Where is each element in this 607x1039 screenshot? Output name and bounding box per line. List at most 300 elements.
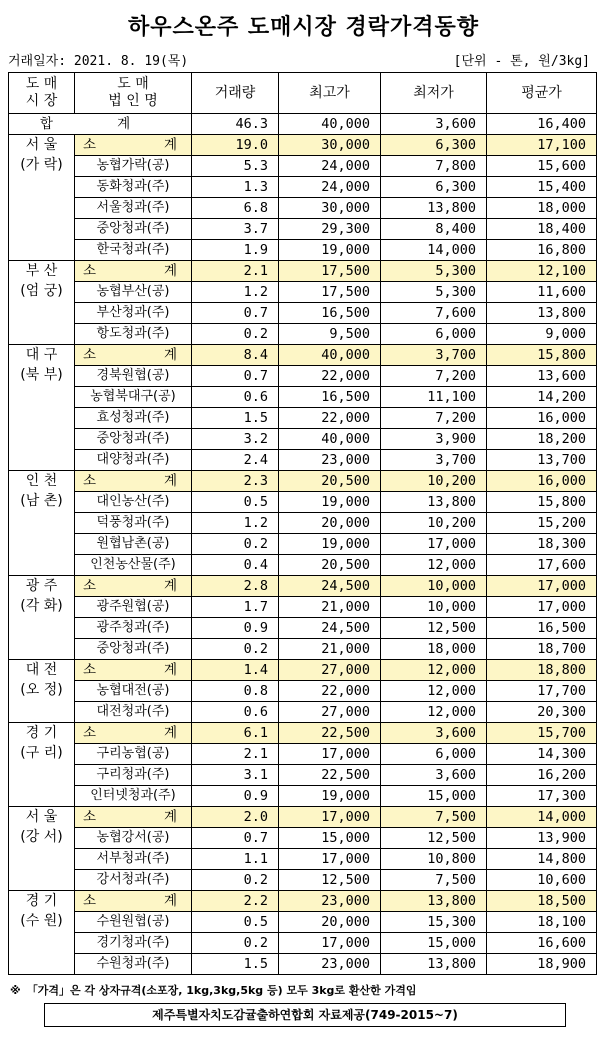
cell-avg: 15,200 <box>487 513 597 534</box>
trade-date: 거래일자: 2021. 8. 19(목) <box>8 54 189 69</box>
cell-min: 7,500 <box>381 870 487 891</box>
footnote-mark: ※ <box>10 984 21 997</box>
cell-min: 13,800 <box>381 954 487 975</box>
corp-name: 서울청과(주) <box>75 198 192 219</box>
subtotal-label-part: 소 <box>83 662 97 678</box>
market-name-line2: (엄 궁) <box>20 283 63 299</box>
cell-min: 12,500 <box>381 828 487 849</box>
total-min: 3,600 <box>381 114 487 135</box>
subtotal-max: 24,500 <box>279 576 381 597</box>
cell-max: 24,000 <box>279 156 381 177</box>
table-row <box>9 786 597 807</box>
corp-name: 수원청과(주) <box>75 954 192 975</box>
cell-volume: 0.8 <box>192 681 279 702</box>
cell-max: 24,000 <box>279 177 381 198</box>
corp-name: 인터넷청과(주) <box>75 786 192 807</box>
subtotal-volume: 19.0 <box>192 135 279 156</box>
corp-name: 부산청과(주) <box>75 303 192 324</box>
subtotal-label-part: 소 <box>83 137 97 153</box>
cell-volume: 3.2 <box>192 429 279 450</box>
cell-avg: 18,000 <box>487 198 597 219</box>
cell-max: 19,000 <box>279 492 381 513</box>
cell-max: 24,500 <box>279 618 381 639</box>
market-name-line2: (오 정) <box>20 682 63 698</box>
cell-avg: 17,000 <box>487 597 597 618</box>
subtotal-label <box>75 345 192 366</box>
cell-volume: 2.4 <box>192 450 279 471</box>
corp-name: 구리청과(주) <box>75 765 192 786</box>
cell-volume: 2.1 <box>192 744 279 765</box>
corp-name: 원협남촌(공) <box>75 534 192 555</box>
table-row <box>9 303 597 324</box>
cell-max: 19,000 <box>279 240 381 261</box>
table-row <box>9 324 597 345</box>
subtotal-label-part: 소 <box>83 347 97 363</box>
cell-avg: 17,700 <box>487 681 597 702</box>
market-name <box>9 723 75 807</box>
cell-volume: 0.7 <box>192 303 279 324</box>
cell-avg: 15,800 <box>487 492 597 513</box>
subtotal-label-part: 계 <box>163 473 177 489</box>
cell-volume: 0.2 <box>192 534 279 555</box>
market-name-line2: (강 서) <box>20 829 63 845</box>
market-name-line1: 대 구 <box>25 347 58 363</box>
subtotal-label-part: 소 <box>83 578 97 594</box>
subtotal-label <box>75 723 192 744</box>
subtotal-volume: 2.0 <box>192 807 279 828</box>
market-name-line1: 대 전 <box>25 662 58 678</box>
table-row <box>9 597 597 618</box>
market-name-line1: 서 울 <box>25 137 58 153</box>
subtotal-avg: 14,000 <box>487 807 597 828</box>
header-volume: 거래량 <box>192 73 279 114</box>
cell-avg: 17,300 <box>487 786 597 807</box>
total-max: 40,000 <box>279 114 381 135</box>
cell-avg: 17,600 <box>487 555 597 576</box>
table-row <box>9 366 597 387</box>
subtotal-min: 10,200 <box>381 471 487 492</box>
cell-avg: 18,400 <box>487 219 597 240</box>
cell-max: 29,300 <box>279 219 381 240</box>
subtotal-max: 17,000 <box>279 807 381 828</box>
cell-avg: 9,000 <box>487 324 597 345</box>
footnote-text: 「가격」은 각 상자규격(소포장, 1kg,3kg,5kg 등) 모두 3kg로 환산한 가격임 <box>26 984 417 997</box>
table-row <box>9 954 597 975</box>
market-name <box>9 576 75 660</box>
cell-max: 15,000 <box>279 828 381 849</box>
market-name-line1: 광 주 <box>25 578 58 594</box>
subtotal-max: 20,500 <box>279 471 381 492</box>
subtotal-volume: 8.4 <box>192 345 279 366</box>
subtotal-row <box>9 660 597 681</box>
corp-name: 중앙청과(주) <box>75 219 192 240</box>
cell-avg: 14,200 <box>487 387 597 408</box>
table-row <box>9 702 597 723</box>
table-header-row <box>9 73 597 114</box>
subtotal-volume: 2.1 <box>192 261 279 282</box>
corp-name: 경북원협(공) <box>75 366 192 387</box>
subtotal-avg: 17,100 <box>487 135 597 156</box>
header-min: 최저가 <box>381 73 487 114</box>
cell-max: 16,500 <box>279 387 381 408</box>
table-row <box>9 765 597 786</box>
subtotal-label-part: 소 <box>83 263 97 279</box>
total-label: 합 계 <box>9 114 192 135</box>
cell-max: 22,000 <box>279 366 381 387</box>
header-max: 최고가 <box>279 73 381 114</box>
table-row <box>9 744 597 765</box>
cell-max: 21,000 <box>279 639 381 660</box>
subtotal-min: 12,000 <box>381 660 487 681</box>
cell-min: 7,800 <box>381 156 487 177</box>
cell-volume: 1.2 <box>192 282 279 303</box>
subtotal-label <box>75 135 192 156</box>
cell-volume: 1.1 <box>192 849 279 870</box>
market-name-line1: 인 천 <box>25 473 58 489</box>
cell-min: 18,000 <box>381 639 487 660</box>
cell-volume: 1.7 <box>192 597 279 618</box>
cell-max: 17,000 <box>279 933 381 954</box>
cell-volume: 0.7 <box>192 366 279 387</box>
corp-name: 농협대전(공) <box>75 681 192 702</box>
price-table <box>8 72 597 975</box>
table-row <box>9 555 597 576</box>
corp-name: 농협강서(공) <box>75 828 192 849</box>
cell-max: 23,000 <box>279 954 381 975</box>
cell-volume: 0.9 <box>192 786 279 807</box>
cell-volume: 0.2 <box>192 870 279 891</box>
subtotal-label-part: 계 <box>163 347 177 363</box>
cell-avg: 14,300 <box>487 744 597 765</box>
subtotal-label-part: 소 <box>83 893 97 909</box>
cell-max: 27,000 <box>279 702 381 723</box>
cell-min: 12,000 <box>381 555 487 576</box>
cell-volume: 0.5 <box>192 912 279 933</box>
table-row <box>9 492 597 513</box>
cell-volume: 1.5 <box>192 954 279 975</box>
cell-max: 19,000 <box>279 786 381 807</box>
cell-avg: 10,600 <box>487 870 597 891</box>
subtotal-max: 22,500 <box>279 723 381 744</box>
market-name-line1: 경 기 <box>25 893 58 909</box>
cell-volume: 0.5 <box>192 492 279 513</box>
cell-avg: 16,200 <box>487 765 597 786</box>
cell-volume: 1.2 <box>192 513 279 534</box>
subtotal-avg: 15,800 <box>487 345 597 366</box>
table-row <box>9 156 597 177</box>
cell-min: 17,000 <box>381 534 487 555</box>
cell-volume: 0.2 <box>192 324 279 345</box>
corp-name: 중앙청과(주) <box>75 639 192 660</box>
corp-name: 광주원협(공) <box>75 597 192 618</box>
cell-min: 8,400 <box>381 219 487 240</box>
table-row <box>9 828 597 849</box>
subtotal-label-part: 계 <box>163 662 177 678</box>
subtotal-label-part: 소 <box>83 809 97 825</box>
table-row <box>9 177 597 198</box>
cell-min: 12,000 <box>381 681 487 702</box>
subtotal-volume: 6.1 <box>192 723 279 744</box>
subtotal-label-part: 계 <box>163 263 177 279</box>
corp-name: 효성청과(주) <box>75 408 192 429</box>
subtotal-min: 10,000 <box>381 576 487 597</box>
cell-volume: 0.6 <box>192 702 279 723</box>
market-name <box>9 891 75 975</box>
subtotal-label <box>75 660 192 681</box>
cell-min: 6,000 <box>381 744 487 765</box>
cell-min: 3,600 <box>381 765 487 786</box>
cell-max: 17,000 <box>279 849 381 870</box>
cell-max: 40,000 <box>279 429 381 450</box>
market-name-line2: (구 리) <box>20 745 63 761</box>
cell-avg: 14,800 <box>487 849 597 870</box>
table-row <box>9 849 597 870</box>
subtotal-min: 3,600 <box>381 723 487 744</box>
corp-name: 대전청과(주) <box>75 702 192 723</box>
subtotal-row <box>9 807 597 828</box>
source-credit: 제주특별자치도감귤출하연합회 자료제공(749-2015~7) <box>44 1003 566 1027</box>
table-row <box>9 912 597 933</box>
cell-avg: 15,400 <box>487 177 597 198</box>
cell-max: 21,000 <box>279 597 381 618</box>
subtotal-label <box>75 471 192 492</box>
cell-avg: 16,600 <box>487 933 597 954</box>
footnote <box>10 982 416 998</box>
corp-name: 대양청과(주) <box>75 450 192 471</box>
market-name-line2: (남 촌) <box>20 493 63 509</box>
cell-min: 15,000 <box>381 933 487 954</box>
subtotal-row <box>9 576 597 597</box>
corp-name: 중앙청과(주) <box>75 429 192 450</box>
corp-name: 인천농산물(주) <box>75 555 192 576</box>
cell-max: 16,500 <box>279 303 381 324</box>
cell-min: 15,300 <box>381 912 487 933</box>
subtotal-label <box>75 807 192 828</box>
cell-avg: 20,300 <box>487 702 597 723</box>
market-name <box>9 660 75 723</box>
table-row <box>9 198 597 219</box>
cell-volume: 0.7 <box>192 828 279 849</box>
cell-min: 6,300 <box>381 177 487 198</box>
cell-min: 12,000 <box>381 702 487 723</box>
header-avg: 평균가 <box>487 73 597 114</box>
market-name <box>9 345 75 471</box>
cell-avg: 15,600 <box>487 156 597 177</box>
cell-min: 3,700 <box>381 450 487 471</box>
cell-volume: 0.9 <box>192 618 279 639</box>
table-row <box>9 240 597 261</box>
subtotal-label <box>75 576 192 597</box>
cell-avg: 16,500 <box>487 618 597 639</box>
cell-min: 13,800 <box>381 198 487 219</box>
cell-min: 7,600 <box>381 303 487 324</box>
market-name-line1: 서 울 <box>25 809 58 825</box>
corp-name: 농협가락(공) <box>75 156 192 177</box>
cell-avg: 16,800 <box>487 240 597 261</box>
subtotal-row <box>9 723 597 744</box>
total-volume: 46.3 <box>192 114 279 135</box>
subtotal-volume: 2.2 <box>192 891 279 912</box>
cell-min: 5,300 <box>381 282 487 303</box>
subtotal-avg: 18,500 <box>487 891 597 912</box>
cell-avg: 13,800 <box>487 303 597 324</box>
subtotal-label-part: 계 <box>163 809 177 825</box>
corp-name: 서부청과(주) <box>75 849 192 870</box>
market-name <box>9 261 75 345</box>
cell-max: 12,500 <box>279 870 381 891</box>
subtotal-min: 7,500 <box>381 807 487 828</box>
cell-min: 10,800 <box>381 849 487 870</box>
cell-avg: 16,000 <box>487 408 597 429</box>
cell-max: 22,500 <box>279 765 381 786</box>
total-avg: 16,400 <box>487 114 597 135</box>
cell-min: 14,000 <box>381 240 487 261</box>
cell-avg: 13,700 <box>487 450 597 471</box>
cell-min: 12,500 <box>381 618 487 639</box>
table-row <box>9 219 597 240</box>
table-row <box>9 387 597 408</box>
cell-max: 17,000 <box>279 744 381 765</box>
market-name-line2: (각 화) <box>20 598 63 614</box>
table-row <box>9 870 597 891</box>
subtotal-max: 27,000 <box>279 660 381 681</box>
cell-volume: 6.8 <box>192 198 279 219</box>
cell-min: 13,800 <box>381 492 487 513</box>
corp-name: 강서청과(주) <box>75 870 192 891</box>
market-name <box>9 471 75 576</box>
table-row <box>9 408 597 429</box>
market-name-line2: (수 원) <box>20 913 63 929</box>
cell-min: 7,200 <box>381 366 487 387</box>
subtotal-label-part: 계 <box>163 578 177 594</box>
subtotal-label-part: 계 <box>163 137 177 153</box>
subtotal-label <box>75 891 192 912</box>
cell-volume: 3.1 <box>192 765 279 786</box>
table-row <box>9 429 597 450</box>
subtotal-label-part: 계 <box>163 725 177 741</box>
subtotal-max: 30,000 <box>279 135 381 156</box>
corp-name: 광주청과(주) <box>75 618 192 639</box>
market-name-line1: 부 산 <box>25 263 58 279</box>
cell-avg: 11,600 <box>487 282 597 303</box>
corp-name: 한국청과(주) <box>75 240 192 261</box>
subtotal-row <box>9 261 597 282</box>
cell-min: 3,900 <box>381 429 487 450</box>
header-corp: 도 매 법 인 명 <box>75 73 192 114</box>
corp-name: 경기청과(주) <box>75 933 192 954</box>
table-row <box>9 639 597 660</box>
cell-avg: 18,100 <box>487 912 597 933</box>
cell-avg: 18,200 <box>487 429 597 450</box>
subtotal-avg: 18,800 <box>487 660 597 681</box>
subtotal-max: 40,000 <box>279 345 381 366</box>
subtotal-label-part: 계 <box>163 893 177 909</box>
cell-volume: 1.3 <box>192 177 279 198</box>
cell-volume: 0.6 <box>192 387 279 408</box>
subtotal-row <box>9 135 597 156</box>
corp-name: 농협부산(공) <box>75 282 192 303</box>
table-row <box>9 681 597 702</box>
cell-max: 22,000 <box>279 681 381 702</box>
cell-max: 20,000 <box>279 513 381 534</box>
cell-volume: 0.2 <box>192 639 279 660</box>
total-row <box>9 114 597 135</box>
market-name <box>9 807 75 891</box>
subtotal-max: 17,500 <box>279 261 381 282</box>
market-name-line2: (가 락) <box>20 157 63 173</box>
subtotal-label-part: 소 <box>83 473 97 489</box>
subtotal-max: 23,000 <box>279 891 381 912</box>
cell-min: 7,200 <box>381 408 487 429</box>
cell-avg: 18,900 <box>487 954 597 975</box>
cell-max: 20,500 <box>279 555 381 576</box>
cell-min: 6,000 <box>381 324 487 345</box>
cell-max: 17,500 <box>279 282 381 303</box>
table-row <box>9 534 597 555</box>
unit-label: [단위 - 톤, 원/3kg] <box>453 54 590 69</box>
corp-name: 동화청과(주) <box>75 177 192 198</box>
subtotal-avg: 12,100 <box>487 261 597 282</box>
market-name <box>9 135 75 261</box>
cell-max: 23,000 <box>279 450 381 471</box>
cell-max: 20,000 <box>279 912 381 933</box>
cell-avg: 18,700 <box>487 639 597 660</box>
cell-volume: 0.2 <box>192 933 279 954</box>
subtotal-row <box>9 891 597 912</box>
cell-avg: 13,900 <box>487 828 597 849</box>
subtotal-min: 3,700 <box>381 345 487 366</box>
subtotal-min: 13,800 <box>381 891 487 912</box>
subtotal-avg: 15,700 <box>487 723 597 744</box>
subtotal-min: 5,300 <box>381 261 487 282</box>
cell-volume: 1.9 <box>192 240 279 261</box>
subtotal-volume: 2.3 <box>192 471 279 492</box>
cell-max: 22,000 <box>279 408 381 429</box>
table-row <box>9 618 597 639</box>
subtotal-volume: 1.4 <box>192 660 279 681</box>
corp-name: 덕풍청과(주) <box>75 513 192 534</box>
subtotal-volume: 2.8 <box>192 576 279 597</box>
table-row <box>9 513 597 534</box>
subtotal-avg: 16,000 <box>487 471 597 492</box>
corp-name: 농협북대구(공) <box>75 387 192 408</box>
table-row <box>9 282 597 303</box>
cell-min: 10,200 <box>381 513 487 534</box>
cell-avg: 18,300 <box>487 534 597 555</box>
subtotal-avg: 17,000 <box>487 576 597 597</box>
market-name-line2: (북 부) <box>20 367 63 383</box>
cell-volume: 0.4 <box>192 555 279 576</box>
subtotal-row <box>9 345 597 366</box>
cell-volume: 5.3 <box>192 156 279 177</box>
table-row <box>9 933 597 954</box>
table-row <box>9 450 597 471</box>
page-title: 하우스온주 도매시장 경락가격동향 <box>127 15 480 40</box>
corp-name: 수원원협(공) <box>75 912 192 933</box>
cell-max: 19,000 <box>279 534 381 555</box>
corp-name: 대인농산(주) <box>75 492 192 513</box>
subtotal-label <box>75 261 192 282</box>
cell-volume: 1.5 <box>192 408 279 429</box>
cell-max: 9,500 <box>279 324 381 345</box>
subtotal-row <box>9 471 597 492</box>
corp-name: 구리농협(공) <box>75 744 192 765</box>
cell-volume: 3.7 <box>192 219 279 240</box>
corp-name: 항도청과(주) <box>75 324 192 345</box>
cell-max: 30,000 <box>279 198 381 219</box>
cell-avg: 13,600 <box>487 366 597 387</box>
cell-min: 10,000 <box>381 597 487 618</box>
